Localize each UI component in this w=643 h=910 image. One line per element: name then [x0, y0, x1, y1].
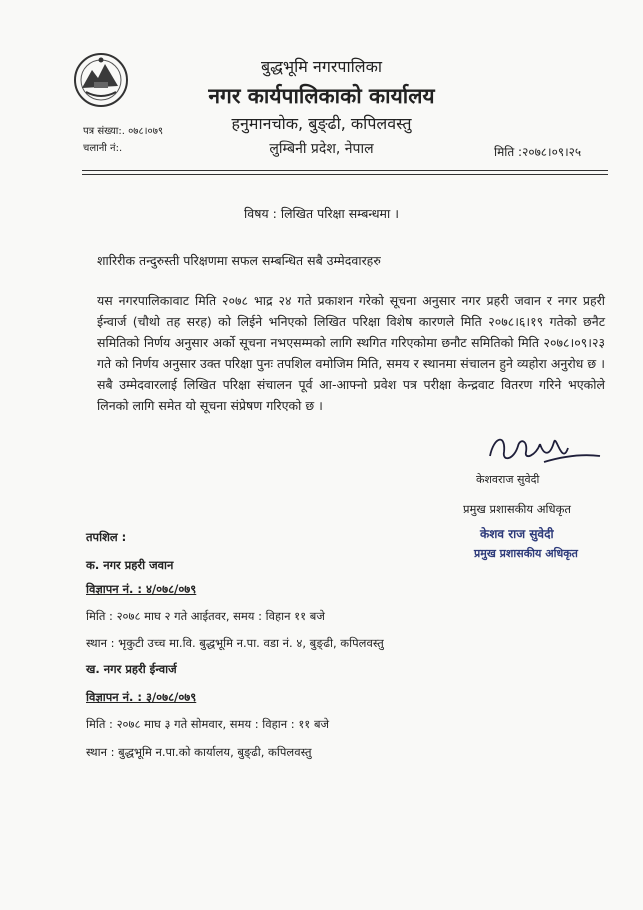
signer-name: केशवराज सुवेदी — [476, 473, 540, 486]
details-heading: तपशिल : — [86, 530, 127, 544]
exam-venue: स्थान : बुद्धभूमि न.पा.को कार्यालय, बुङ्ढी, कपिलवस्तु — [86, 745, 312, 759]
handwritten-signature-icon — [484, 426, 604, 470]
header-divider-bottom — [82, 174, 608, 175]
header-divider-top — [82, 170, 608, 171]
subject-line: विषय : लिखित परिक्षा सम्बन्धमा । — [244, 206, 399, 221]
addressee-line: शारिरीक तन्दुरुस्ती परिक्षणमा सफल सम्बन्धित सबै उम्मेदवारहरु — [97, 253, 381, 268]
stamp-name: केशव राज सुवेदी — [480, 527, 554, 541]
dispatch-number: चलानी नं:. — [83, 143, 123, 154]
province-name: लुम्बिनी प्रदेश, नेपाल — [269, 141, 374, 157]
notice-number: विज्ञापन नं. : ३/०७८/०७९ — [86, 690, 197, 704]
signer-title: प्रमुख प्रशासकीय अधिकृत — [463, 502, 571, 516]
exam-date-time: मिति : २०७८ माघ २ गते आईतवर, समय : विहान ११ बजे — [86, 609, 325, 623]
body-paragraph: यस नगरपालिकावाट मिति २०७८ भाद्र २४ गते प्रकाशन गरेको सूचना अनुसार नगर प्रहरी जवान र नगर प्रहरी ईन्वार्ज (चौथो तह सरह) को लिईने भनिएको लिखित परिक्षा विशेष कारणले मिति २०७८।६।१९ गतेको छनैट समितिको निर्णय अनुसार अर्को सूचना नभएसम्मको लागि स्थगित गरिएकोमा छनौट समितिको मिति २०७८।०९।२३ गते को निर्णय अनुसार उक्त परिक्षा पुनः तपशिल वमोजिम मिति, समय र स्थानमा संचालन हुने व्यहोरा अनुरोध छ । सबै उम्मेदवारलाई लिखित परिक्षा संचालन पूर्व आ-आफ्नो प्रवेश पत्र परीक्षा केन्द्रवाट वितरण गरिने भएकोले लिनको लागि समेत यो सूचना संप्रेषण गरिएको छ । — [97, 293, 605, 413]
municipality-name: बुद्धभूमि नगरपालिका — [260, 57, 383, 76]
office-address: हनुमानचोक, बुङ्ढी, कपिलवस्तु — [231, 114, 412, 133]
letter-date: मिति :२०७८।०९।२५ — [494, 145, 582, 159]
section-title: ख. नगर प्रहरी ईन्वार्ज — [86, 662, 177, 676]
office-name: नगर कार्यपालिकाको कार्यालय — [208, 84, 435, 108]
letter-number: पत्र संख्या:. ०७८।०७९ — [83, 126, 164, 137]
exam-venue: स्थान : भृकुटी उच्च मा.वि. बुद्धभूमि न.पा. वडा नं. ४, बुङ्ढी, कपिलवस्तु — [86, 636, 384, 650]
stamp-title: प्रमुख प्रशासकीय अधिकृत — [474, 547, 578, 560]
notice-number: विज्ञापन नं. : ४/०७८/०७९ — [86, 582, 197, 596]
exam-date-time: मिति : २०७८ माघ ३ गते सोमवार, समय : विहान : ११ बजे — [86, 717, 330, 731]
section-title: क. नगर प्रहरी जवान — [86, 558, 174, 572]
